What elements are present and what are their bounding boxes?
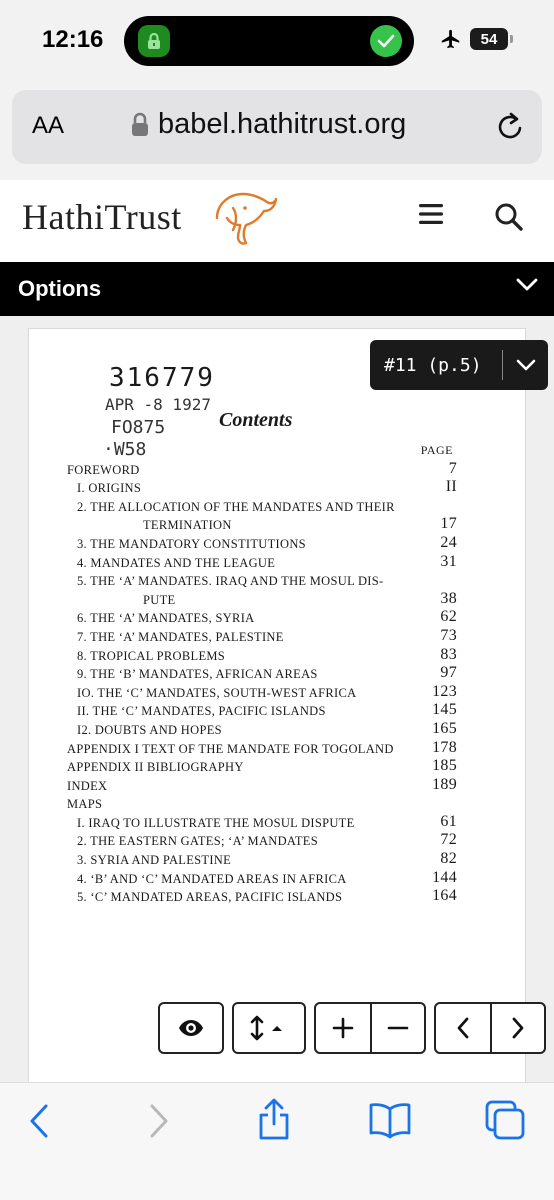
toc-entry [67,719,457,738]
toc-entry-page: 178 [432,738,457,756]
chevron-down-icon[interactable] [503,359,548,371]
toc-entry-title: APPENDIX I TEXT OF THE MANDATE FOR TOGOLAND [67,741,394,756]
lock-icon [130,112,150,138]
date-stamp: APR -8 1927 [105,395,211,414]
toc-entry-page: 164 [432,887,457,905]
page-column-header: PAGE [420,443,453,457]
options-label: Options [18,276,102,301]
toc-entry [67,552,457,571]
toc-entry-page: 17 [440,515,457,533]
lock-icon [138,25,170,57]
toc-entry [67,608,457,627]
toc-entry-title: 8. TROPICAL PROBLEMS [77,648,226,663]
toc-entry [67,831,457,850]
toc-entry-title: 3. THE MANDATORY CONSTITUTIONS [77,536,306,551]
scroll-mode-icon[interactable] [234,1004,304,1052]
toc-entry-page: 62 [440,608,457,626]
reader-options-button[interactable]: AA [32,112,65,139]
toc-entry [67,887,457,906]
dynamic-island [124,16,414,66]
toc-entry [67,478,457,497]
zoom-out-icon[interactable] [370,1004,424,1052]
toc-entry-title: MAPS [67,797,103,812]
contents-title: Contents [219,409,293,431]
toc-entry-title: 2. THE ALLOCATION OF THE MANDATES AND THEIR [77,499,395,514]
url-field[interactable] [130,108,406,141]
toc-entry-page: 24 [440,533,457,551]
bookmarks-icon[interactable] [368,1101,412,1144]
toc-entry-title: 5. ‘C’ MANDATED AREAS, PACIFIC ISLANDS [77,890,343,905]
toc-entry-page: 145 [432,701,457,719]
page-number-badge[interactable] [370,340,548,390]
toc-entry-title: PUTE [143,592,176,607]
toc-entry-title: IO. THE ‘C’ MANDATES, SOUTH-WEST AFRICA [77,685,357,700]
chevron-down-icon[interactable] [516,278,538,297]
toc-entry-title: 2. THE EASTERN GATES; ‘A’ MANDATES [77,834,318,849]
brand-name[interactable]: HathiTrust [22,197,182,237]
toc-entry-title: 4. MANDATES AND THE LEAGUE [77,555,276,570]
toc-entry-page: 189 [432,775,457,793]
toc-entry-title: FOREWORD [67,462,140,477]
toc-entry-page: 83 [440,645,457,663]
airplane-icon [440,28,462,50]
toc-entry-title: 9. THE ‘B’ MANDATES, AFRICAN AREAS [77,667,318,682]
elephant-logo-icon[interactable] [205,188,279,259]
toc-entry-title: I2. DOUBTS AND HOPES [77,722,222,737]
shelf-mark-2: ·W58 [103,439,147,460]
status-right [440,28,513,50]
prev-page-icon[interactable] [436,1004,490,1052]
reload-icon[interactable] [496,110,526,147]
call-number: 316779 [109,363,215,393]
toc-entry-title: I. ORIGINS [77,481,142,496]
view-mode-button[interactable] [158,1002,224,1054]
toc-entry-page: 73 [440,626,457,644]
toc-entry-page: 82 [440,850,457,868]
search-icon[interactable] [494,202,524,237]
page-nav-controls [434,1002,546,1054]
toc-entry [67,571,457,590]
eye-icon[interactable] [160,1004,222,1052]
toc-entry [67,812,457,831]
toc-entry [67,664,457,683]
shelf-mark: FO875 [111,417,166,438]
reader-controls [158,1002,546,1054]
page-number-label: #11 (p.5) [384,354,482,376]
toc-entry-page: 165 [432,719,457,737]
toc-entry-title: 5. THE ‘A’ MANDATES. IRAQ AND THE MOSUL DIS- [77,574,384,589]
toc-entry-page: 144 [432,868,457,886]
check-icon [370,25,402,57]
toc-entry [67,645,457,664]
toc-entry-title: 7. THE ‘A’ MANDATES, PALESTINE [77,629,284,644]
toc-entry [67,515,457,534]
toc-entry [67,459,457,478]
toc-entry [67,868,457,887]
status-bar [0,0,554,84]
toc-entry-page: 97 [440,664,457,682]
toc-entry [67,701,457,720]
battery-tip [510,35,513,43]
address-bar[interactable] [12,90,542,164]
scanned-page [28,328,526,1086]
tabs-icon[interactable] [484,1099,526,1146]
toc-entry-title: 4. ‘B’ AND ‘C’ MANDATED AREAS IN AFRICA [77,871,347,886]
toc-entry-title: 6. THE ‘A’ MANDATES, SYRIA [77,611,255,626]
status-time: 12:16 [42,26,104,53]
toc-entry-title: II. THE ‘C’ MANDATES, PACIFIC ISLANDS [77,704,326,719]
next-page-icon[interactable] [490,1004,544,1052]
toc-entry [67,738,457,757]
site-header [0,180,554,262]
toc-entry [67,626,457,645]
toc-entry-title: TERMINATION [143,518,232,533]
forward-icon[interactable] [146,1103,170,1144]
options-bar[interactable] [0,262,554,316]
toc-entry [67,496,457,515]
toc-entry [67,682,457,701]
toc-entry [67,775,457,794]
toc-entry-page: 185 [432,757,457,775]
zoom-in-icon[interactable] [316,1004,370,1052]
toc-entry-title: 3. SYRIA AND PALESTINE [77,853,232,868]
zoom-controls [314,1002,426,1054]
toc-entry [67,533,457,552]
toc-entry [67,757,457,776]
toc-entry-page: 38 [440,589,457,607]
table-of-contents [67,459,457,905]
toc-entry-title: APPENDIX II BIBLIOGRAPHY [67,760,244,775]
share-icon[interactable] [256,1097,292,1146]
toc-entry-page: II [445,478,457,496]
toc-entry [67,849,457,868]
toc-entry [67,589,457,608]
back-icon[interactable] [28,1103,52,1144]
browser-toolbar [0,1082,554,1200]
toc-entry-page: 123 [432,682,457,700]
toc-entry-page: 72 [440,831,457,849]
toc-entry-page: 7 [448,459,457,477]
url-text: babel.hathitrust.org [158,108,407,140]
toc-entry-title: I. IRAQ TO ILLUSTRATE THE MOSUL DISPUTE [77,815,355,830]
scroll-mode-button[interactable] [232,1002,306,1054]
page-viewer[interactable] [0,316,554,1086]
toc-entry [67,794,457,813]
menu-icon[interactable] [418,202,444,231]
toc-entry-page: 61 [440,812,457,830]
toc-entry-page: 31 [440,552,457,570]
toc-entry-title: INDEX [67,778,108,793]
battery-level: 54 [470,28,508,50]
